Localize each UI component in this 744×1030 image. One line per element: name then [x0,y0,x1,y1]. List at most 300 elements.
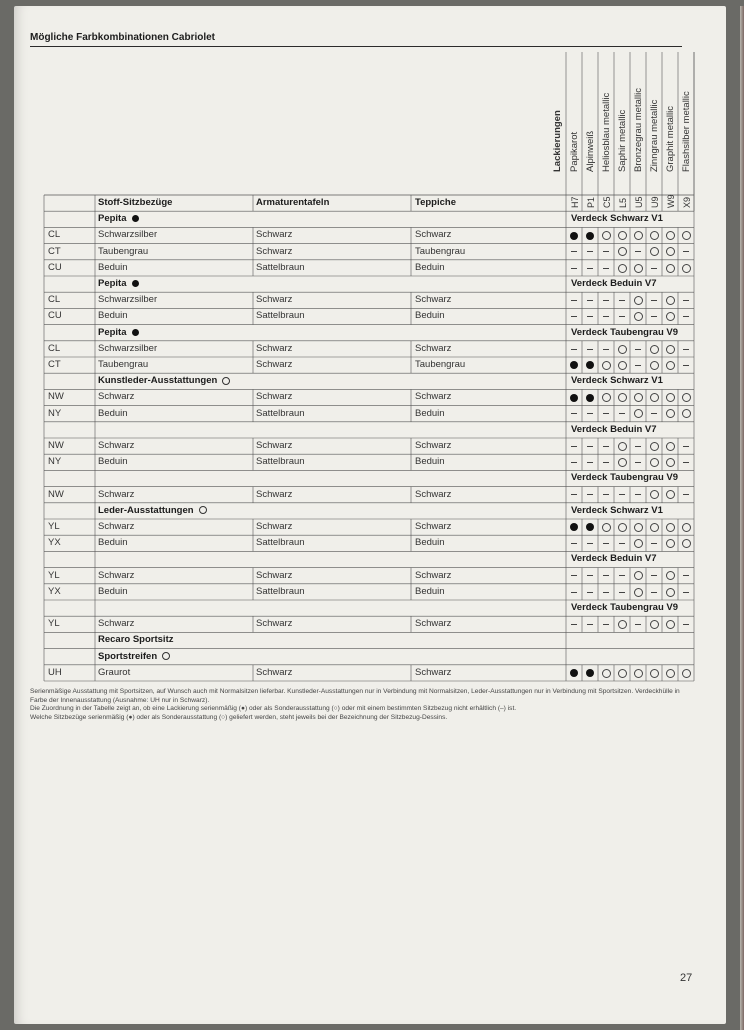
unavailable-dash-icon [603,268,609,269]
availability-mark [614,407,630,422]
availability-mark [678,342,694,357]
availability-mark [662,666,678,681]
availability-mark [566,569,582,584]
seat-cell: Taubengrau [98,245,149,257]
optional-circle-icon [650,490,659,499]
unavailable-dash-icon [619,494,625,495]
row-code: CL [48,229,61,241]
dash-cell: Schwarz [256,391,293,403]
paint-name-label: Heliosblau metallic [601,92,612,172]
availability-mark [662,358,678,373]
optional-circle-icon [618,458,627,467]
optional-circle-icon [618,669,627,678]
unavailable-dash-icon [683,316,689,317]
optional-circle-icon [602,523,611,532]
group-label: Leder-Ausstattungen [98,503,207,518]
unavailable-dash-icon [683,251,689,252]
availability-mark [614,585,630,600]
availability-mark [646,455,662,470]
availability-mark [582,342,598,357]
unavailable-dash-icon [571,592,577,593]
availability-mark [598,520,614,535]
availability-mark [598,569,614,584]
standard-dot-icon [570,523,578,531]
carpet-cell: Beduin [415,407,445,419]
availability-mark [566,439,582,454]
carpet-cell: Beduin [415,456,445,468]
unavailable-dash-icon [571,494,577,495]
seat-column-header: Stoff-Sitzbezüge [98,197,173,208]
unavailable-dash-icon [571,446,577,447]
row-code: YL [48,521,60,532]
carpet-cell: Schwarz [415,569,452,581]
optional-circle-icon [650,247,659,256]
optional-circle-icon [618,620,627,629]
carpet-cell: Beduin [415,585,445,597]
row-code: CL [48,294,61,306]
availability-mark [582,309,598,324]
availability-mark [662,585,678,600]
availability-mark [614,293,630,308]
unavailable-dash-icon [587,300,593,301]
availability-mark [582,407,598,422]
optional-circle-icon [666,345,675,354]
availability-mark [662,569,678,584]
availability-mark [598,617,614,632]
availability-mark [614,455,630,470]
optional-circle-icon [650,620,659,629]
availability-mark [614,358,630,373]
availability-mark [598,358,614,373]
group-label: Sportstreifen [98,649,170,664]
availability-mark [598,536,614,551]
optional-circle-icon [650,523,659,532]
availability-mark [566,309,582,324]
optional-circle-icon [666,361,675,370]
unavailable-dash-icon [571,462,577,463]
unavailable-dash-icon [571,316,577,317]
paint-code-label: H7 [570,196,580,208]
optional-circle-icon [618,393,627,402]
dash-column-header: Armaturentafeln [256,197,330,208]
availability-mark [646,666,662,681]
footnote-3: Welche Sitzbezüge serienmäßig (●) oder als Sonderausstattung (○) geliefert werden, steht jeweils bei der Bezeichnung der Sitzbezug-Dessins. [30,713,448,721]
availability-mark [566,666,582,681]
seat-cell: Beduin [98,407,128,419]
seat-cell: Beduin [98,585,128,597]
optional-circle-icon [666,458,675,467]
standard-symbol-icon [132,280,139,287]
seat-cell: Schwarz [98,521,135,532]
row-code: NW [48,440,64,451]
optional-circle-icon [682,264,691,273]
paint-name-label: Flashsilber metallic [681,91,692,172]
optional-circle-icon [618,345,627,354]
optional-circle-icon [666,588,675,597]
availability-mark [678,585,694,600]
availability-mark [598,390,614,405]
availability-mark [566,536,582,551]
unavailable-dash-icon [587,494,593,495]
availability-mark [598,488,614,503]
unavailable-dash-icon [635,446,641,447]
row-code: YX [48,585,61,597]
availability-mark [630,342,646,357]
carpet-cell: Schwarz [415,391,452,403]
page-number: 27 [680,972,693,984]
footnote-2: Die Zuordnung in der Tabelle zeigt an, ob eine Lackierung serienmäßig (●) oder als Sonderausstattung (○) oder mit einem bestimmten Sitzbezug nicht erhältlich (–) ist. [30,705,517,713]
availability-mark [582,617,598,632]
option-symbol-icon [162,652,170,660]
availability-mark [646,488,662,503]
availability-mark [678,569,694,584]
availability-mark [678,261,694,276]
optional-circle-icon [666,523,675,532]
availability-mark [646,520,662,535]
availability-mark [678,407,694,422]
standard-dot-icon [586,232,594,240]
optional-circle-icon [634,523,643,532]
availability-mark [646,293,662,308]
paint-name-label: Saphir metallic [617,109,628,172]
optional-circle-icon [634,296,643,305]
availability-mark [582,569,598,584]
optional-circle-icon [650,345,659,354]
unavailable-dash-icon [603,349,609,350]
dash-cell: Schwarz [256,618,293,630]
row-code: CL [48,342,61,354]
availability-mark [678,390,694,405]
row-code: CT [48,245,61,257]
availability-mark [678,293,694,308]
availability-mark [566,407,582,422]
availability-mark [662,520,678,535]
availability-mark [678,536,694,551]
carpet-cell: Schwarz [415,342,452,354]
row-code: YX [48,537,61,549]
availability-mark [566,520,582,535]
row-code: CU [48,261,62,273]
availability-mark [646,439,662,454]
verdeck-label: Verdeck Beduin V7 [571,423,657,435]
dash-cell: Sattelbraun [256,537,305,549]
option-symbol-icon [222,377,230,385]
optional-circle-icon [618,247,627,256]
optional-circle-icon [682,523,691,532]
unavailable-dash-icon [683,575,689,576]
availability-mark [678,245,694,260]
availability-mark [678,488,694,503]
unavailable-dash-icon [651,575,657,576]
row-code: YL [48,569,60,581]
availability-mark [614,666,630,681]
dash-cell: Sattelbraun [256,585,305,597]
availability-mark [646,309,662,324]
unavailable-dash-icon [587,462,593,463]
availability-mark [630,666,646,681]
unavailable-dash-icon [587,592,593,593]
unavailable-dash-icon [635,462,641,463]
dash-cell: Sattelbraun [256,261,305,273]
group-label: Pepita [98,211,139,226]
availability-mark [582,261,598,276]
footnotes [30,688,696,722]
unavailable-dash-icon [651,543,657,544]
availability-mark [662,342,678,357]
optional-circle-icon [634,409,643,418]
carpet-cell: Beduin [415,537,445,549]
availability-mark [598,455,614,470]
unavailable-dash-icon [683,446,689,447]
optional-circle-icon [682,409,691,418]
availability-mark [646,617,662,632]
availability-mark [566,261,582,276]
optional-circle-icon [650,231,659,240]
unavailable-dash-icon [571,575,577,576]
unavailable-dash-icon [587,251,593,252]
availability-mark [630,617,646,632]
paint-code-label: W9 [666,194,676,208]
availability-mark [582,488,598,503]
availability-mark [614,488,630,503]
availability-mark [582,455,598,470]
unavailable-dash-icon [635,251,641,252]
availability-mark [662,536,678,551]
availability-mark [614,309,630,324]
group-label: Pepita [98,325,139,340]
availability-mark [646,390,662,405]
optional-circle-icon [602,231,611,240]
availability-mark [566,455,582,470]
availability-mark [646,569,662,584]
unavailable-dash-icon [603,300,609,301]
availability-mark [630,585,646,600]
unavailable-dash-icon [571,300,577,301]
availability-mark [662,488,678,503]
paint-name-label: Alpinweiß [585,130,596,172]
seat-cell: Schwarz [98,391,135,403]
standard-dot-icon [570,394,578,402]
availability-mark [662,228,678,243]
paint-code-label: L5 [618,197,628,208]
paint-code-label: P1 [586,196,596,208]
availability-mark [614,245,630,260]
optional-circle-icon [650,669,659,678]
availability-mark [646,342,662,357]
availability-mark [662,293,678,308]
availability-mark [630,407,646,422]
paint-name-label: Bronzegrau metallic [633,88,644,172]
unavailable-dash-icon [603,575,609,576]
availability-mark [662,407,678,422]
unavailable-dash-icon [571,268,577,269]
optional-circle-icon [666,231,675,240]
optional-circle-icon [666,409,675,418]
availability-mark [598,261,614,276]
unavailable-dash-icon [619,592,625,593]
optional-circle-icon [618,231,627,240]
row-code: NW [48,391,64,403]
optional-circle-icon [634,539,643,548]
optional-circle-icon [602,361,611,370]
availability-mark [630,358,646,373]
paint-name-label: Papikarot [569,131,580,172]
dash-cell: Schwarz [256,245,293,257]
availability-mark [582,666,598,681]
paint-name-label: Zinngrau metallic [649,99,660,172]
dash-cell: Sattelbraun [256,456,305,468]
optional-circle-icon [666,393,675,402]
carpet-cell: Schwarz [415,294,452,306]
unavailable-dash-icon [651,268,657,269]
availability-mark [614,390,630,405]
optional-circle-icon [666,539,675,548]
optional-circle-icon [666,264,675,273]
availability-mark [630,520,646,535]
availability-mark [678,309,694,324]
verdeck-label: Verdeck Taubengrau V9 [571,472,679,484]
dash-cell: Schwarz [256,229,293,241]
unavailable-dash-icon [603,624,609,625]
availability-mark [566,228,582,243]
optional-circle-icon [666,571,675,580]
availability-mark [646,228,662,243]
availability-mark [566,390,582,405]
dash-cell: Schwarz [256,488,293,500]
availability-mark [630,390,646,405]
dash-cell: Schwarz [256,569,293,581]
optional-circle-icon [666,312,675,321]
availability-mark [662,617,678,632]
availability-mark [582,293,598,308]
seat-cell: Beduin [98,310,128,322]
seat-cell: Schwarzsilber [98,294,158,306]
unavailable-dash-icon [619,413,625,414]
unavailable-dash-icon [571,251,577,252]
availability-mark [566,585,582,600]
optional-circle-icon [666,442,675,451]
availability-mark [566,245,582,260]
carpet-cell: Beduin [415,261,445,273]
availability-mark [646,261,662,276]
row-code: UH [48,666,62,678]
unavailable-dash-icon [651,316,657,317]
dash-cell: Schwarz [256,294,293,306]
standard-dot-icon [586,394,594,402]
option-symbol-icon [199,506,207,514]
paint-code-label: C5 [602,196,612,208]
seat-cell: Schwarz [98,440,135,451]
availability-mark [598,228,614,243]
carpet-cell: Schwarz [415,488,452,500]
unavailable-dash-icon [587,624,593,625]
carpet-cell: Schwarz [415,440,452,451]
row-code: YL [48,618,60,630]
carpet-cell: Schwarz [415,618,452,630]
optional-circle-icon [682,231,691,240]
unavailable-dash-icon [635,624,641,625]
paint-group-label: Lackierungen [552,110,563,172]
availability-mark [566,617,582,632]
dash-cell: Sattelbraun [256,407,305,419]
unavailable-dash-icon [683,494,689,495]
carpet-cell: Schwarz [415,229,452,241]
optional-circle-icon [618,361,627,370]
unavailable-dash-icon [603,543,609,544]
unavailable-dash-icon [683,624,689,625]
availability-mark [598,309,614,324]
availability-mark [662,261,678,276]
seat-cell: Schwarz [98,488,135,500]
availability-mark [598,245,614,260]
unavailable-dash-icon [683,462,689,463]
row-code: NW [48,488,64,500]
unavailable-dash-icon [587,543,593,544]
availability-mark [630,293,646,308]
group-label: Pepita [98,276,139,291]
optional-circle-icon [634,571,643,580]
availability-mark [630,261,646,276]
availability-mark [678,439,694,454]
availability-mark [582,520,598,535]
availability-mark [662,390,678,405]
availability-mark [662,455,678,470]
optional-circle-icon [618,523,627,532]
optional-circle-icon [666,669,675,678]
dash-cell: Schwarz [256,440,293,451]
carpet-cell: Schwarz [415,666,452,678]
optional-circle-icon [666,490,675,499]
group-label: Kunstleder-Ausstattungen [98,373,230,388]
unavailable-dash-icon [651,413,657,414]
paint-code-label: U9 [650,196,660,208]
optional-circle-icon [682,393,691,402]
unavailable-dash-icon [603,462,609,463]
standard-dot-icon [586,669,594,677]
optional-circle-icon [666,247,675,256]
optional-circle-icon [650,442,659,451]
availability-mark [598,407,614,422]
unavailable-dash-icon [571,543,577,544]
verdeck-label: Verdeck Schwarz V1 [571,213,663,225]
footnote-1: Serienmäßige Ausstattung mit Sportsitzen, auf Wunsch auch mit Normalsitzen lieferbar. Kunstleder-Ausstattungen nur in Verbindung mit Normalsitzen, Leder-Ausstattungen nur in Verbindung mit Sportsitzen. Verdeckhülle in Farbe der Innenausstattung (Ausnahme: UH nur in Schwarz). [30,688,680,704]
optional-circle-icon [602,669,611,678]
availability-mark [646,407,662,422]
unavailable-dash-icon [571,349,577,350]
optional-circle-icon [634,264,643,273]
availability-mark [614,536,630,551]
seat-cell: Schwarz [98,618,135,630]
standard-dot-icon [586,523,594,531]
unavailable-dash-icon [571,624,577,625]
optional-circle-icon [634,393,643,402]
verdeck-label: Verdeck Schwarz V1 [571,504,663,516]
unavailable-dash-icon [619,316,625,317]
unavailable-dash-icon [587,316,593,317]
unavailable-dash-icon [683,349,689,350]
standard-dot-icon [570,232,578,240]
availability-mark [566,358,582,373]
row-code: CT [48,359,61,370]
availability-mark [614,342,630,357]
paint-name-label: Graphit metallic [665,106,676,172]
carpet-cell: Beduin [415,310,445,322]
optional-circle-icon [666,296,675,305]
row-code: NY [48,407,62,419]
availability-mark [598,585,614,600]
availability-mark [678,666,694,681]
carpet-cell: Taubengrau [415,359,466,370]
